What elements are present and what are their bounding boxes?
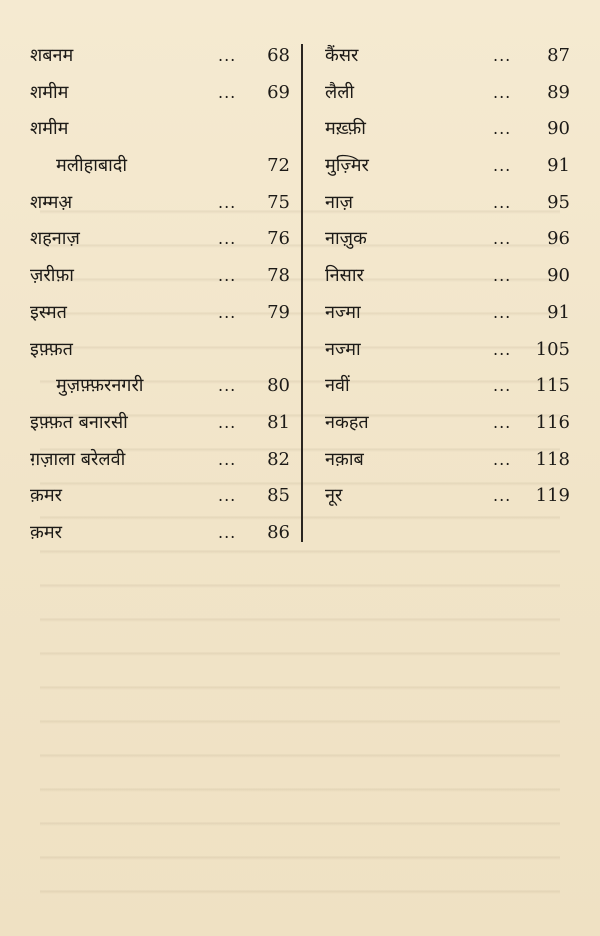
leader-dots: ...	[493, 266, 512, 286]
entry-page-number: 86	[267, 521, 290, 543]
leader-dots: ...	[493, 486, 512, 506]
index-entry	[30, 111, 290, 148]
leader-dots: ...	[218, 229, 237, 249]
entry-name: नूर	[325, 485, 343, 507]
entry-page-number: 116	[535, 411, 570, 433]
leader-dots: ...	[493, 156, 512, 176]
index-entry	[30, 75, 290, 112]
leader-dots: ...	[218, 486, 237, 506]
entry-name: नज्मा	[325, 338, 361, 360]
index-entry	[325, 148, 570, 185]
leader-dots: ...	[218, 266, 237, 286]
entry-page-number: 76	[267, 228, 290, 250]
entry-page-number: 91	[547, 301, 570, 323]
entry-name: ज़रीफ़ा	[30, 265, 74, 287]
index-entry	[30, 405, 290, 442]
index-entry	[30, 295, 290, 332]
leader-dots: ...	[493, 82, 512, 102]
entry-name: शम्मअ़	[30, 191, 73, 213]
entry-page-number: 80	[267, 375, 290, 397]
entry-name: शमीम	[30, 118, 69, 140]
entry-name: शहनाज़	[30, 228, 80, 250]
index-entry	[325, 442, 570, 479]
entry-name: शबनम	[30, 45, 74, 66]
leader-dots: ...	[493, 119, 512, 139]
leader-dots: ...	[493, 376, 512, 396]
entry-page-number: 89	[547, 81, 570, 103]
entry-page-number: 78	[267, 265, 290, 287]
index-entry	[325, 75, 570, 112]
index-entry	[30, 221, 290, 258]
entry-name: लैली	[325, 81, 355, 103]
leader-dots: ...	[218, 192, 237, 212]
index-entry	[325, 332, 570, 369]
leader-dots: ...	[493, 449, 512, 469]
leader-dots: ...	[493, 46, 512, 65]
entry-name: निसार	[325, 265, 364, 287]
index-entry	[30, 148, 290, 185]
leader-dots: ...	[218, 376, 237, 396]
entry-name: नाज़	[325, 191, 354, 213]
entry-name: इफ़्फ़त	[30, 338, 73, 360]
index-entry	[30, 515, 290, 552]
leader-dots: ...	[493, 339, 512, 359]
index-entry	[325, 185, 570, 222]
index-entry	[325, 221, 570, 258]
entry-name: मुज़्मिर	[325, 155, 369, 177]
index-entry	[30, 368, 290, 405]
index-entry	[325, 405, 570, 442]
index-entry	[30, 332, 290, 369]
entry-page-number: 69	[267, 81, 290, 103]
leader-dots: ...	[493, 302, 512, 322]
entry-page-number: 68	[267, 45, 290, 66]
leader-dots: ...	[493, 412, 512, 432]
entry-name: नज्मा	[325, 301, 361, 323]
entry-name: इफ़्फ़त बनारसी	[30, 411, 128, 433]
entry-page-number: 87	[547, 45, 570, 66]
entry-name: नकहत	[325, 411, 369, 433]
entry-page-number: 72	[267, 155, 290, 177]
leader-dots: ...	[218, 449, 237, 469]
entry-name: मुज़फ़्फ़रनगरी	[56, 375, 144, 397]
entry-name: क़मर	[30, 521, 62, 543]
entry-page-number: 119	[535, 485, 570, 507]
entry-page-number: 82	[267, 448, 290, 470]
entry-name: ग़ज़ाला बरेलवी	[30, 448, 126, 470]
leader-dots: ...	[218, 412, 237, 432]
leader-dots: ...	[218, 302, 237, 322]
index-entry	[30, 38, 290, 75]
entry-name: नक़ाब	[325, 448, 364, 470]
index-entry	[325, 258, 570, 295]
entry-page-number: 96	[547, 228, 570, 250]
entry-name: मख़्फ़ी	[325, 118, 366, 140]
index-entry	[30, 478, 290, 515]
entry-name: क़मर	[30, 485, 62, 507]
index-entry	[325, 478, 570, 515]
entry-page-number: 81	[267, 411, 290, 433]
leader-dots: ...	[218, 522, 237, 542]
index-entry	[325, 38, 570, 75]
index-column-left	[30, 38, 290, 552]
index-entry	[325, 368, 570, 405]
entry-page-number: 95	[547, 191, 570, 213]
entry-page-number: 118	[535, 448, 570, 470]
index-entry	[325, 111, 570, 148]
index-entry	[30, 185, 290, 222]
column-divider	[301, 44, 303, 542]
index-column-right	[325, 38, 570, 515]
entry-name: मलीहाबादी	[56, 155, 128, 177]
entry-name: नाज़ुक	[325, 228, 367, 250]
entry-page-number: 85	[267, 485, 290, 507]
entry-page-number: 75	[267, 191, 290, 213]
leader-dots: ...	[493, 192, 512, 212]
index-entry	[325, 295, 570, 332]
entry-page-number: 91	[547, 155, 570, 177]
entry-page-number: 115	[535, 375, 570, 397]
entry-page-number: 79	[267, 301, 290, 323]
leader-dots: ...	[493, 229, 512, 249]
entry-name: शमीम	[30, 81, 69, 103]
index-entry	[30, 258, 290, 295]
entry-page-number: 105	[535, 338, 570, 360]
entry-name: नवीं	[325, 375, 350, 397]
entry-page-number: 90	[547, 118, 570, 140]
entry-page-number: 90	[547, 265, 570, 287]
entry-name: इस्मत	[30, 301, 67, 323]
leader-dots: ...	[218, 82, 237, 102]
index-entry	[30, 442, 290, 479]
leader-dots: ...	[218, 46, 237, 65]
entry-name: कैंसर	[325, 45, 359, 66]
